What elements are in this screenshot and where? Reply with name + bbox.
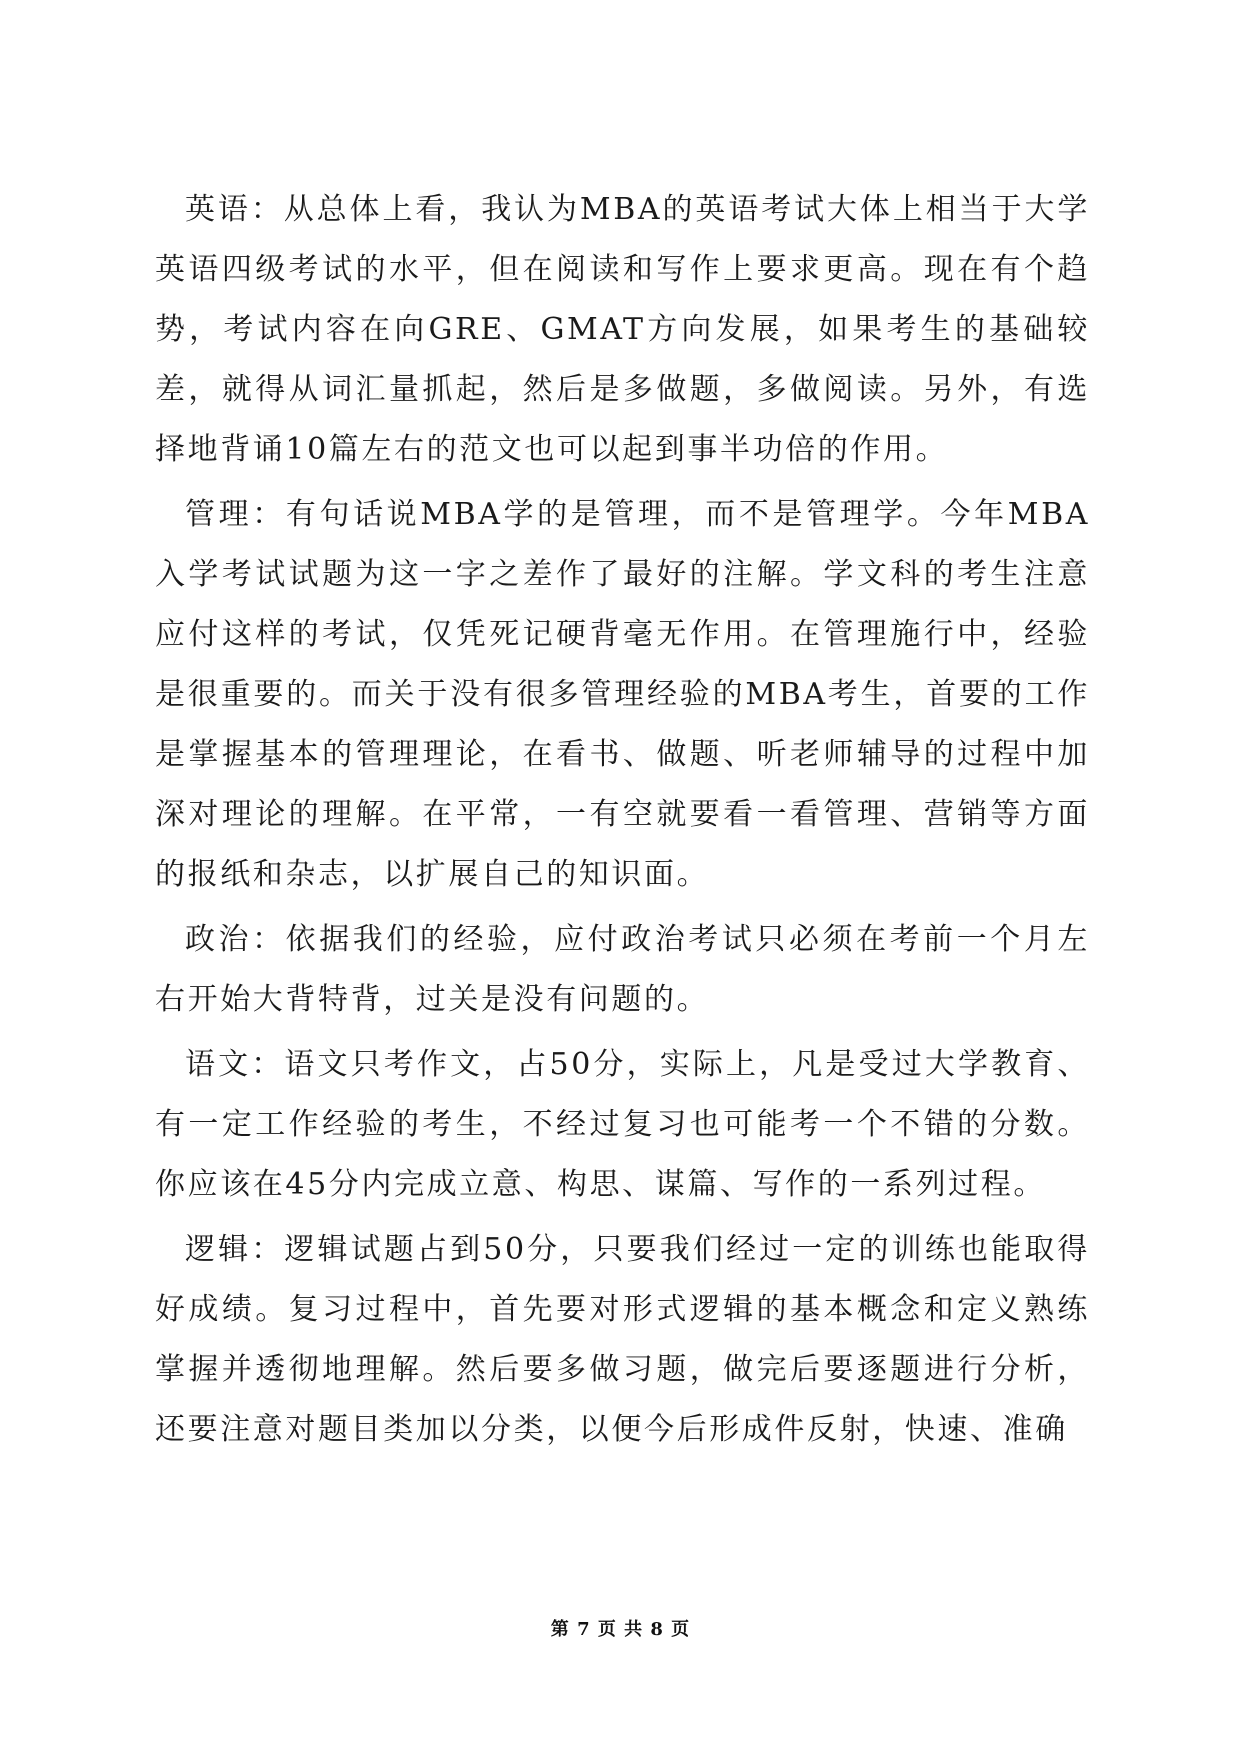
paragraph-chinese: 语文：语文只考作文，占50分，实际上，凡是受过大学教育、有一定工作经验的考生，不经过复习也可能考一个不错的分数。你应该在45分内完成立意、构思、谋篇、写作的一系列过程。 [155, 1047, 1090, 1202]
paragraph-logic: 逻辑：逻辑试题占到50分，只要我们经过一定的训练也能取得好成绩。复习过程中，首先要对形式逻辑的基本概念和定义熟练掌握并透彻地理解。然后要多做习题，做完后要逐题进行分析，还要注意对题目类加以分类，以便今后形成件反射，快速、准确 [155, 1232, 1090, 1447]
document-body [155, 180, 1090, 1465]
paragraph-politics: 政治：依据我们的经验，应付政治考试只必须在考前一个月左右开始大背特背，过关是没有问题的。 [155, 922, 1090, 1017]
paragraph-english: 英语：从总体上看，我认为MBA的英语考试大体上相当于大学英语四级考试的水平，但在阅读和写作上要求更高。现在有个趋势，考试内容在向GRE、GMAT方向发展，如果考生的基础较差，就得从词汇量抓起，然后是多做题，多做阅读。另外，有选择地背诵10篇左右的范文也可以起到事半功倍的作用。 [155, 192, 1090, 467]
paragraph-management: 管理：有句话说MBA学的是管理，而不是管理学。今年MBA入学考试试题为这一字之差作了最好的注解。学文科的考生注意应付这样的考试，仅凭死记硬背毫无作用。在管理施行中，经验是很重要的。而关于没有很多管理经验的MBA考生，首要的工作是掌握基本的管理理论，在看书、做题、听老师辅导的过程中加深对理论的理解。在平常，一有空就要看一看管理、营销等方面的报纸和杂志，以扩展自己的知识面。 [155, 497, 1090, 892]
page-number-footer: 第 7 页 共 8 页 [550, 1619, 691, 1640]
